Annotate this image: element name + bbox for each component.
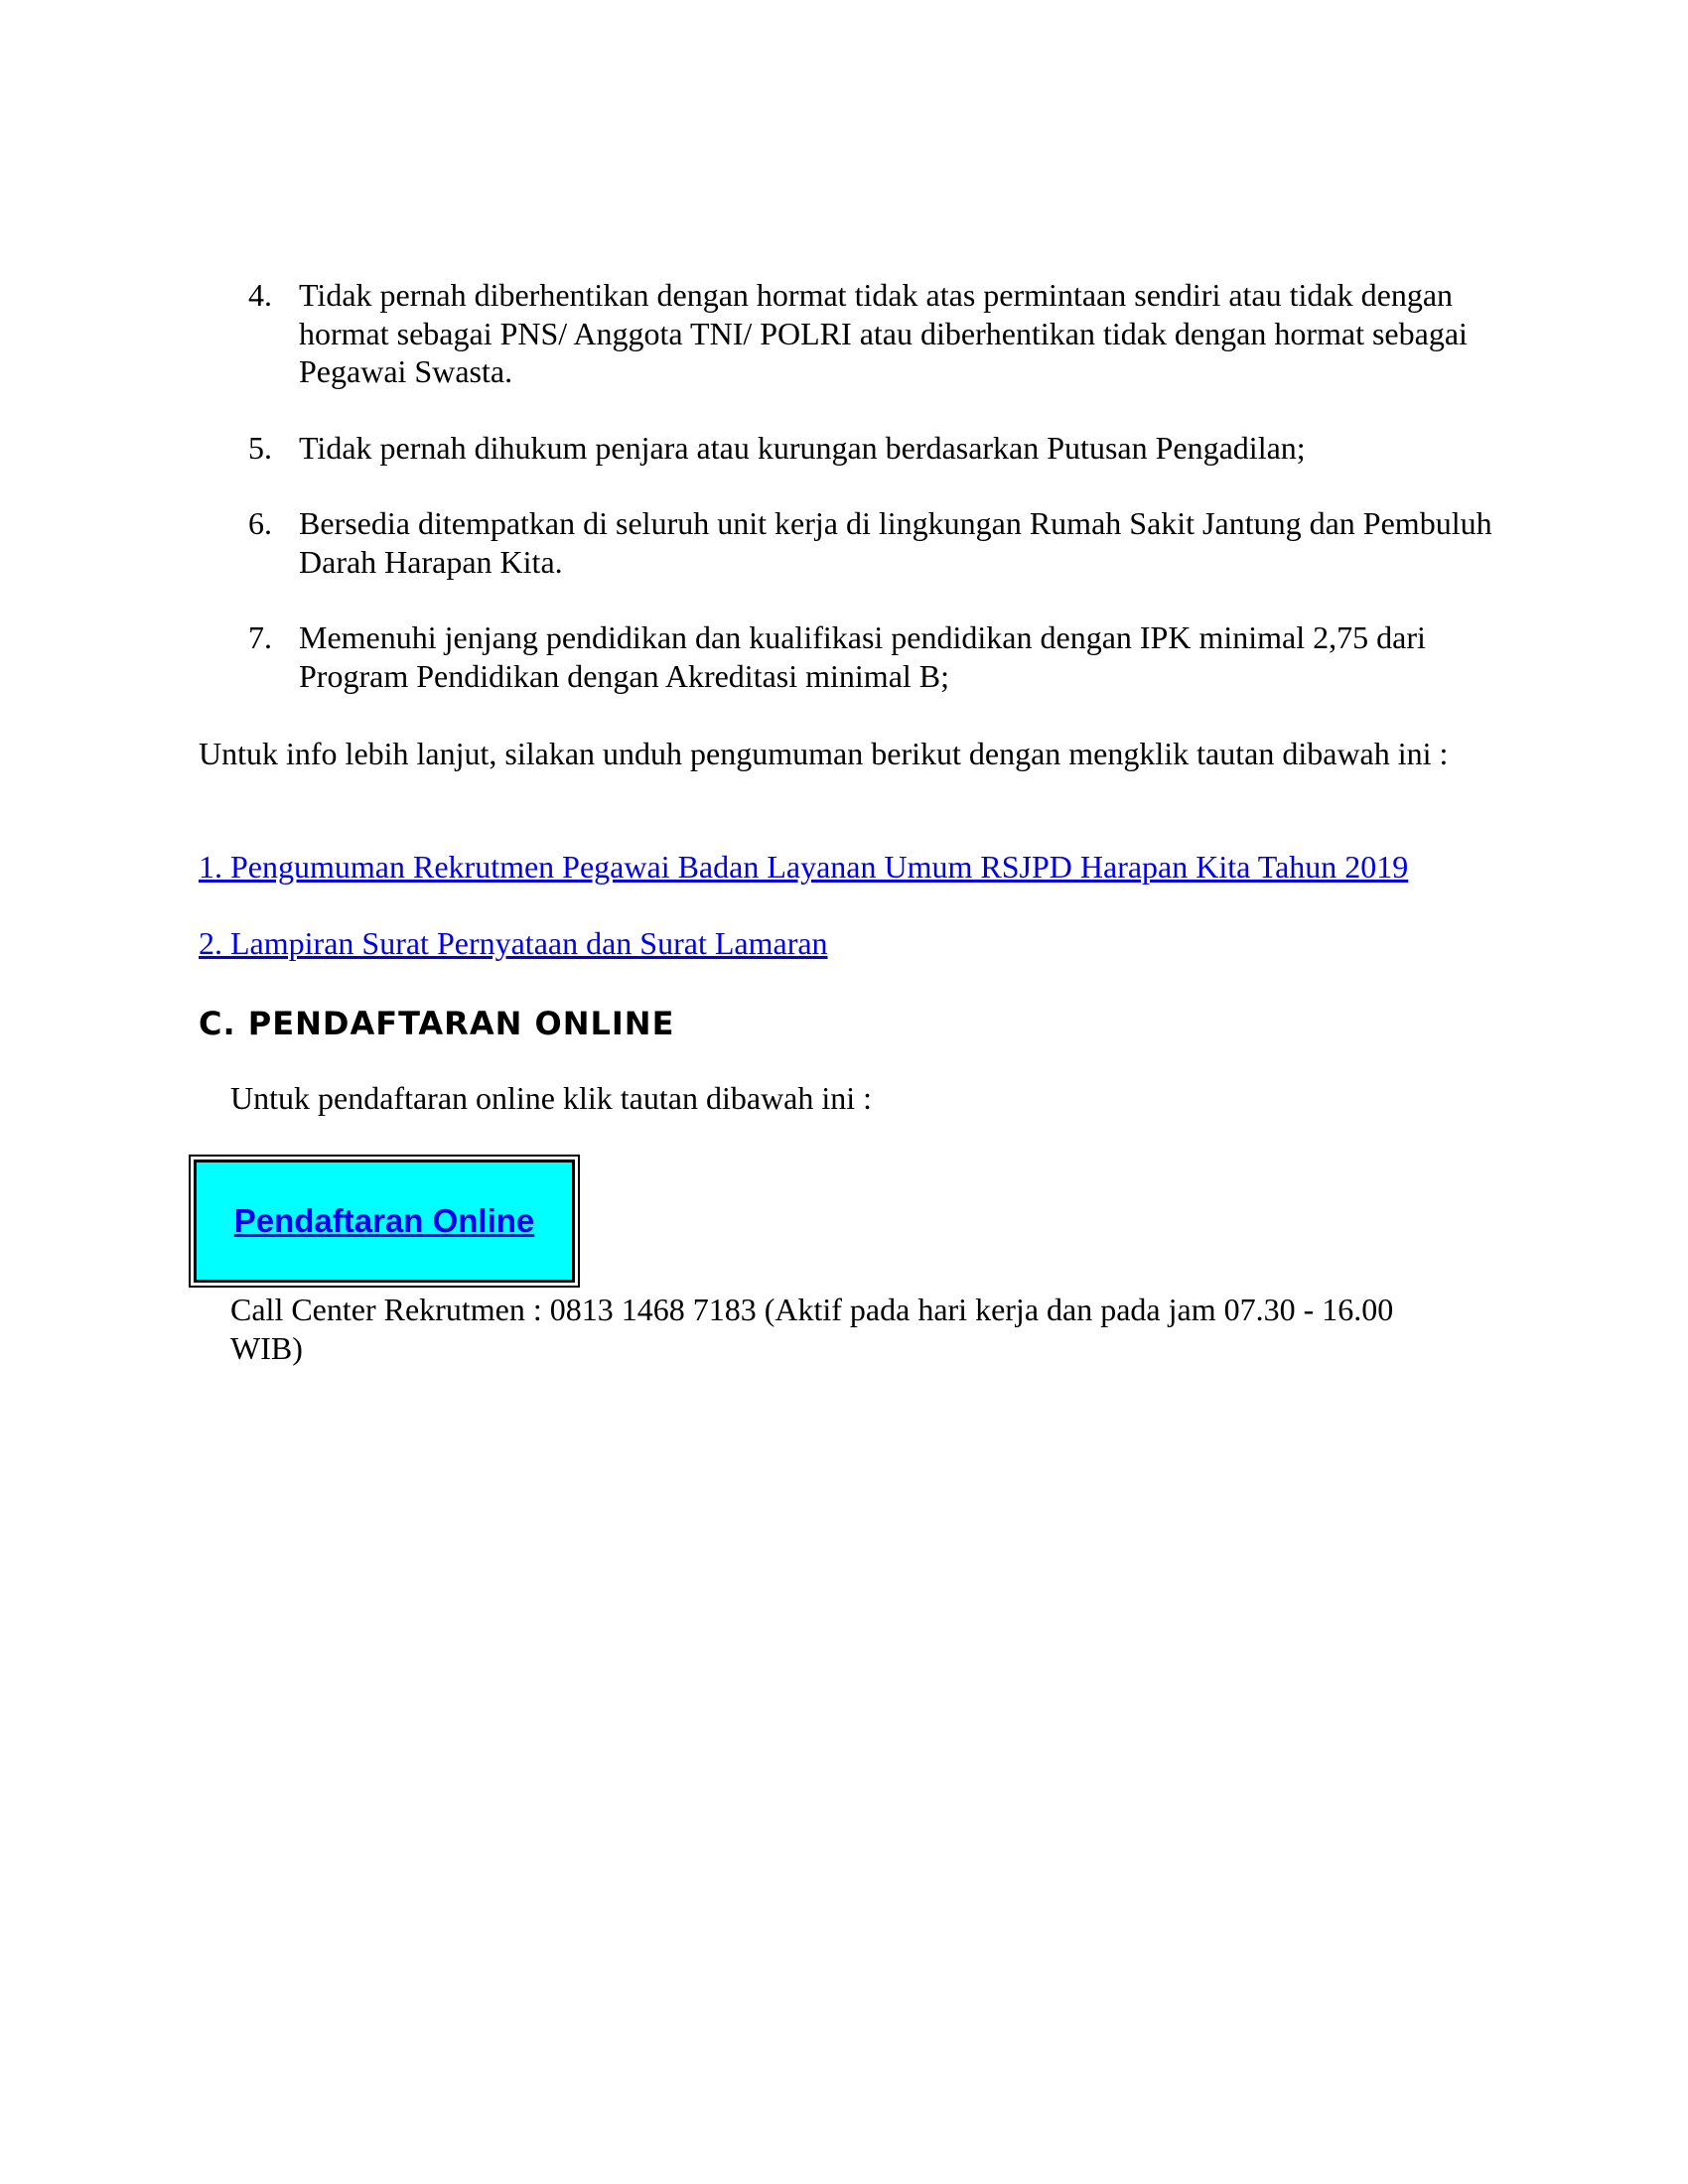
requirement-text: Tidak pernah diberhentikan dengan hormat tidak atas permintaan sendiri atau tidak dengan hormat sebagai PNS/ Anggota TNI/ POLRI atau diberhentikan tidak dengan hormat sebagai Pegawai Swasta. (299, 277, 1468, 389)
requirement-text: Bersedia ditempatkan di seluruh unit kerja di lingkungan Rumah Sakit Jantung dan Pembuluh Darah Harapan Kita. (299, 505, 1492, 580)
requirement-number: 7. (248, 619, 272, 655)
registration-button-background (194, 1160, 575, 1283)
requirement-number: 6. (248, 505, 272, 541)
section-heading: C. PENDAFTARAN ONLINE (199, 1005, 675, 1042)
requirement-number: 4. (248, 277, 272, 313)
online-registration-button[interactable]: Pendaftaran Online (233, 1202, 535, 1239)
registration-intro: Untuk pendaftaran online klik tautan dibawah ini : (230, 1080, 873, 1116)
requirement-text: Tidak pernah dihukum penjara atau kurungan berdasarkan Putusan Pengadilan; (299, 429, 1306, 466)
requirement-item-7 (199, 618, 1499, 695)
attachment-link-row (199, 924, 1589, 963)
requirement-item-5 (199, 429, 1499, 468)
announcement-link-row (199, 848, 1589, 887)
attachment-link[interactable]: 2. Lampiran Surat Pernyataan dan Surat Lamaran (199, 925, 828, 961)
registration-button-box (189, 1155, 580, 1288)
requirement-item-4 (199, 276, 1499, 391)
requirement-text: Memenuhi jenjang pendidikan dan kualifikasi pendidikan dengan IPK minimal 2,75 dari Program Pendidikan dengan Akreditasi minimal B; (299, 619, 1426, 694)
requirement-number: 5. (248, 429, 272, 466)
requirement-item-6 (199, 504, 1499, 581)
call-center-text: Call Center Rekrutmen : 0813 1468 7183 (Aktif pada hari kerja dan pada jam 07.30 - 16.00 WIB) (230, 1292, 1394, 1366)
requirements-list (199, 276, 1499, 733)
announcement-link[interactable]: 1. Pengumuman Rekrutmen Pegawai Badan Layanan Umum RSJPD Harapan Kita Tahun 2019 (199, 849, 1409, 885)
info-paragraph: Untuk info lebih lanjut, silakan unduh pengumuman berikut dengan mengklik tautan dibawah ini : (199, 736, 1449, 771)
